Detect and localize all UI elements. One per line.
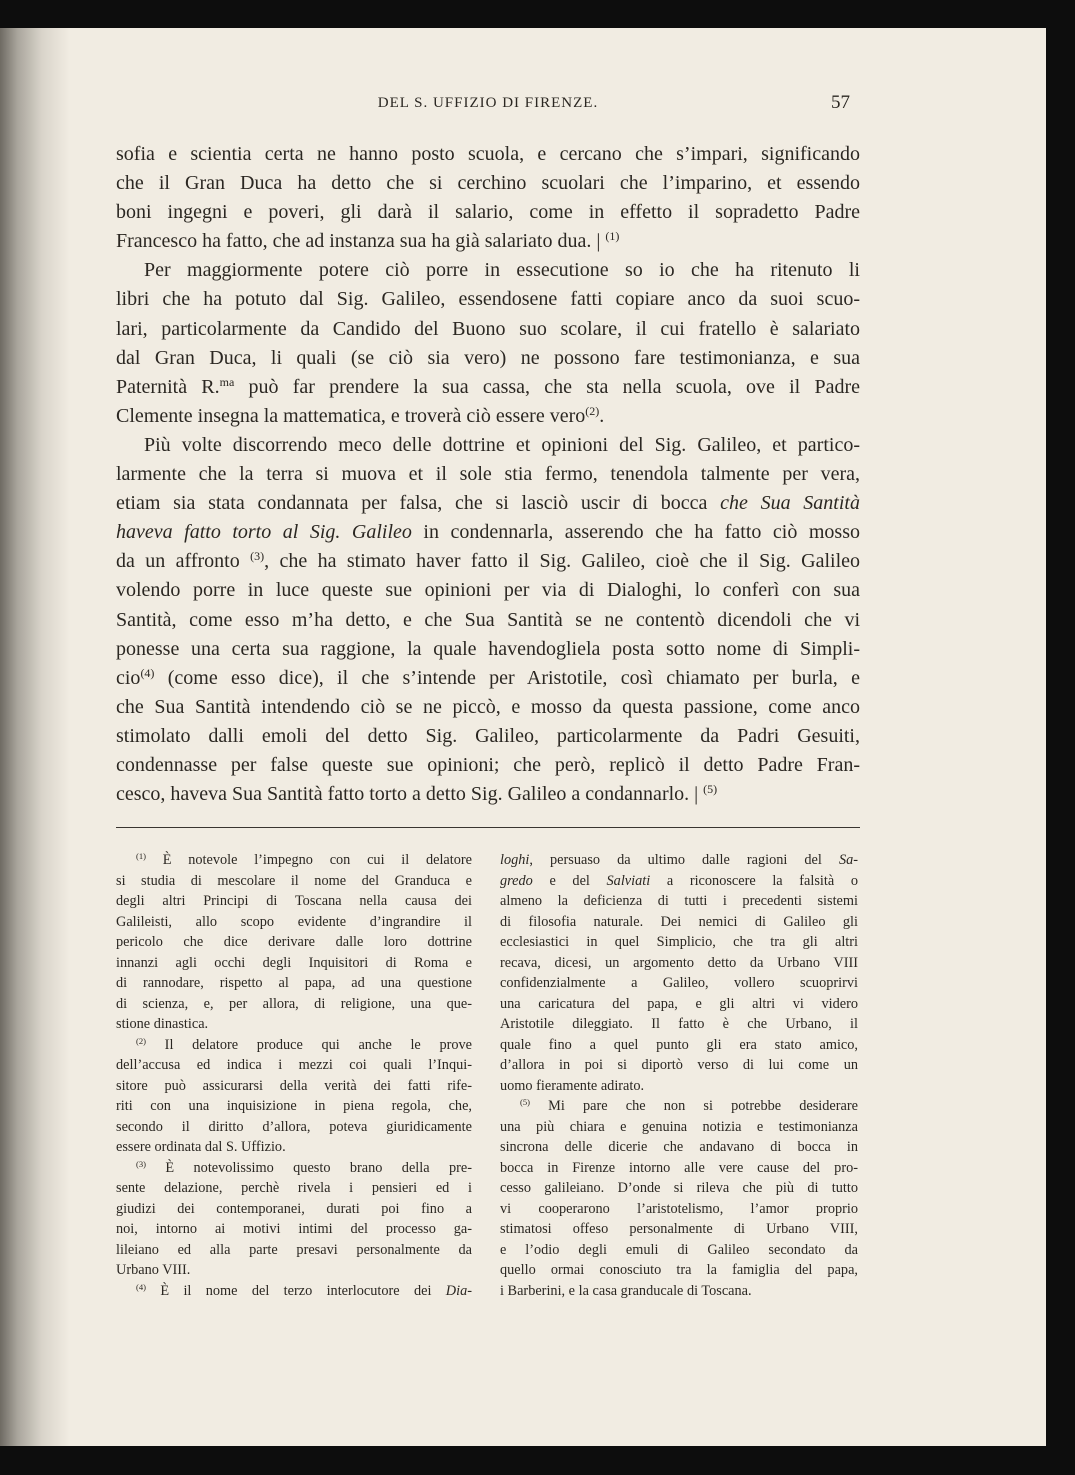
- text-run: che Sua Santità intendendo ciò se ne piccò, e mosso da questa passione, come anco: [116, 695, 860, 718]
- text-line: [500, 973, 858, 994]
- text-run: essere ordinata dal S. Uffizio.: [116, 1139, 286, 1155]
- text-line: [116, 751, 860, 780]
- text-run: È notevole l’impegno con cui il delatore: [146, 852, 472, 868]
- footnote-marker: (4): [140, 665, 155, 680]
- italic-text: haveva fatto torto al Sig. Galileo: [116, 521, 412, 544]
- text-line: [116, 431, 860, 460]
- text-line: [500, 1281, 858, 1302]
- text-line: [116, 664, 860, 693]
- text-run: Clemente insegna la mattematica, e troverà ciò essere vero: [116, 404, 586, 427]
- text-run: che il Gran Duca ha detto che si cerchino scuolari che l’imparino, et essendo: [116, 172, 860, 195]
- footnote-marker: (5): [703, 781, 718, 796]
- text-run: e del: [532, 872, 607, 889]
- text-run: i Barberini, e la casa granducale di Toscana.: [500, 1282, 752, 1299]
- text-run: stimatosi offeso personalmente di Urbano VIII,: [500, 1221, 858, 1237]
- text-line: [116, 1014, 472, 1035]
- text-run: riti con una inquisizione in piena regola, che,: [116, 1098, 472, 1114]
- text-line: [116, 606, 860, 635]
- text-run: degli altri Principi di Toscana nella causa dei: [116, 893, 472, 909]
- text-run: noi, intorno ai motivi intimi del processo ga-: [116, 1221, 472, 1237]
- text-run: pericolo che dice derivare dalle loro dottrine: [116, 934, 472, 950]
- text-line: [116, 489, 860, 518]
- text-run: lari, particolarmente da Candido del Buono suo scolare, il cui fratello è salariato: [116, 317, 860, 340]
- text-run: si studia di mescolare il nome del Granduca e: [116, 872, 472, 889]
- text-line: [116, 1281, 472, 1302]
- text-line: [116, 547, 860, 576]
- text-run: giudizi dei contemporanei, durati poi fino a: [116, 1200, 472, 1217]
- text-run: Aristotile dileggiato. Il fatto è che Urbano, il: [500, 1016, 858, 1032]
- text-line: [116, 402, 860, 431]
- text-line: [116, 994, 472, 1015]
- page-header: [116, 92, 860, 119]
- footnote-marker: (2): [585, 403, 600, 418]
- text-run: cesso galileiano. D’onde si rileva che più di tutto: [500, 1180, 858, 1196]
- text-run: Francesco ha fatto, che ad instanza sua ha già salariato dua. |: [116, 230, 606, 253]
- text-run: vi cooperarono l’aristotelismo, l’amor proprio: [500, 1200, 858, 1217]
- text-line: [116, 1260, 472, 1281]
- text-run: larmente che la terra si muova et il sole stia fermo, tenendola talmente per vera,: [116, 463, 860, 486]
- text-line: [116, 373, 860, 402]
- text-line: [116, 635, 860, 664]
- text-run: e l’odio degli emuli di Galileo secondato da: [500, 1241, 858, 1258]
- text-line: [500, 953, 858, 974]
- text-run: confidenzialmente a Galileo, vollero scuoprirvi: [500, 975, 858, 991]
- text-line: [500, 891, 858, 912]
- text-run: libri che ha potuto dal Sig. Galileo, essendosene fatti copiare anco da suoi scuo-: [116, 288, 860, 311]
- text-run: (come esso dice), il che s’intende per Aristotile, così chiamato per burla, e: [154, 666, 860, 689]
- text-line: [116, 285, 860, 314]
- text-line: [500, 850, 858, 871]
- text-line: [116, 850, 472, 871]
- text-line: [116, 1199, 472, 1220]
- text-run: almeno la deficienza di tutti i precedenti sistemi: [500, 893, 858, 909]
- text-run: etiam sia stata condannata per falsa, che si lasciò uscir di bocca: [116, 492, 721, 515]
- text-run: Per maggiormente potere ciò porre in essecutione so io che ha ritenuto li: [144, 259, 860, 282]
- text-line: [116, 1117, 472, 1138]
- text-run: una più chiara e genuina notizia e testimonianza: [500, 1118, 858, 1135]
- text-line: [116, 891, 472, 912]
- text-line: [500, 1076, 858, 1097]
- footnote-marker: (4): [136, 1281, 147, 1292]
- text-line: [116, 973, 472, 994]
- italic-text: Dia-: [445, 1282, 472, 1299]
- footnote-marker: (5): [520, 1096, 531, 1107]
- text-line: [116, 140, 860, 169]
- text-line: [500, 1219, 858, 1240]
- running-title: DEL S. UFFIZIO DI FIRENZE.: [377, 95, 599, 111]
- text-run: Il delatore produce qui anche le prove: [146, 1036, 472, 1053]
- text-line: [116, 1219, 472, 1240]
- text-run: d’allora in poi si diportò verso di lui come un: [500, 1057, 858, 1073]
- footnotes-right-column: [500, 850, 858, 1301]
- text-run: in condennarla, asserendo che ha fatto ciò mosso: [411, 521, 860, 544]
- text-run: boni ingegni e poveri, gli darà il salario, come in effetto il sopradetto Padre: [116, 201, 860, 224]
- text-line: [500, 994, 858, 1015]
- footnote-marker: (1): [605, 229, 620, 244]
- text-line: [500, 1137, 858, 1158]
- text-run: Più volte discorrendo meco delle dottrine et opinioni del Sig. Galileo, et partico-: [144, 433, 860, 456]
- text-line: [116, 256, 860, 285]
- text-run: una caricatura del papa, e gli altri vi videro: [500, 995, 858, 1012]
- text-run: sente delazione, perchè rivela i pensieri ed i: [116, 1180, 472, 1196]
- text-line: [116, 953, 472, 974]
- text-line: [500, 871, 858, 892]
- text-line: [500, 1178, 858, 1199]
- text-line: [116, 1035, 472, 1056]
- main-text: [116, 140, 860, 809]
- text-line: [116, 1096, 472, 1117]
- text-line: [116, 1055, 472, 1076]
- text-run: È il nome del terzo interlocutore dei: [146, 1282, 446, 1299]
- text-run: ponesse una certa sua raggione, la quale havendogliela posta sotto nome di Simpli-: [116, 637, 860, 660]
- text-run: sitore può assicurarsi della verità dei fatti rife-: [116, 1077, 472, 1094]
- text-line: [116, 932, 472, 953]
- text-line: [500, 1199, 858, 1220]
- text-run: secondo il diritto d’allora, poteva giuridicamente: [116, 1118, 472, 1135]
- text-line: [116, 227, 860, 256]
- text-run: Paternità R.: [116, 375, 220, 398]
- footnotes-left-column: [116, 850, 472, 1301]
- text-run: .: [599, 404, 605, 427]
- text-line: [116, 1076, 472, 1097]
- italic-text: loghi: [500, 852, 530, 868]
- text-run: innanzi agli occhi degli Inquisitori di Roma e: [116, 954, 472, 971]
- text-run: uomo fieramente adirato.: [500, 1077, 645, 1094]
- text-run: sincrona delle dicerie che andavano di bocca in: [500, 1139, 858, 1155]
- text-line: [500, 1240, 858, 1261]
- text-line: [116, 1158, 472, 1179]
- footnote-marker: (3): [250, 549, 265, 564]
- text-line: [116, 460, 860, 489]
- text-line: [500, 1055, 858, 1076]
- text-run: da un affronto: [116, 550, 251, 573]
- text-line: [116, 518, 860, 547]
- text-run: , che ha stimato haver fatto il Sig. Galileo, cioè che il Sig. Galileo: [264, 550, 860, 573]
- page-number: 57: [831, 92, 850, 113]
- text-line: [500, 1117, 858, 1138]
- text-run: di scienza, e, per allora, di religione, una que-: [116, 995, 472, 1012]
- text-run: stimolato dalli emoli del detto Sig. Galileo, particolarmente da Padri Gesuiti,: [116, 724, 860, 747]
- text-run: quale fino a quel punto gli era stato amico,: [500, 1036, 858, 1053]
- footnote-marker: (2): [136, 1035, 147, 1046]
- text-line: [500, 1096, 858, 1117]
- text-run: dell’accusa ed indica i mezzi coi quali l’Inqui-: [116, 1057, 472, 1073]
- text-line: [116, 1178, 472, 1199]
- text-line: [116, 169, 860, 198]
- text-run: di rannodare, rispetto al papa, ad una questione: [116, 975, 472, 991]
- footnote-marker: (1): [136, 850, 147, 861]
- page-gutter-shadow: [0, 28, 70, 1446]
- text-run: a riconoscere la falsità o: [650, 872, 858, 889]
- text-run: cio: [116, 666, 141, 689]
- text-run: È notevolissimo questo brano della pre-: [146, 1159, 472, 1176]
- footnote-rule: [116, 827, 860, 828]
- text-line: [116, 722, 860, 751]
- text-line: [116, 1137, 472, 1158]
- italic-text: che Sua Santità: [720, 492, 860, 515]
- italic-text: gredo: [500, 872, 533, 889]
- text-line: [116, 693, 860, 722]
- text-run: dal Gran Duca, li quali (se ciò sia vero) ne possono fare testimonianza, e sua: [116, 346, 860, 369]
- text-line: [116, 780, 860, 809]
- text-line: [116, 344, 860, 373]
- text-run: , persuaso da ultimo dalle ragioni del: [529, 852, 839, 868]
- text-run: cesco, haveva Sua Santità fatto torto a detto Sig. Galileo a condannarlo. |: [116, 783, 704, 806]
- text-run: condennasse per false queste sue opinioni; che però, replicò il detto Padre Fran-: [116, 753, 860, 776]
- italic-text: Sa-: [838, 852, 858, 868]
- text-run: Galileisti, allo scopo evidente d’ingrandire il: [116, 913, 472, 930]
- text-line: [116, 871, 472, 892]
- italic-text: Salviati: [606, 872, 651, 889]
- text-run: di filosofia naturale. Dei nemici di Galileo gli: [500, 913, 858, 930]
- text-line: [500, 912, 858, 933]
- text-run: può far prendere la sua cassa, che sta nella scuola, ove il Padre: [234, 375, 860, 398]
- text-line: [500, 1260, 858, 1281]
- text-run: Santità, come esso m’ha detto, e che Sua Santità se ne contentò dicendoli che vi: [116, 608, 860, 631]
- text-line: [116, 912, 472, 933]
- text-run: quello ormai conosciuto tra la famiglia del papa,: [500, 1262, 858, 1278]
- text-line: [116, 198, 860, 227]
- text-run: Mi pare che non si potrebbe desiderare: [530, 1098, 858, 1114]
- text-run: sofia e scientia certa ne hanno posto scuola, e cercano che s’impari, significando: [116, 143, 860, 165]
- footnote-marker: ma: [219, 374, 235, 389]
- footnote-marker: (3): [136, 1158, 147, 1169]
- text-run: lileiano ed alla parte presavi personalmente da: [116, 1241, 472, 1258]
- text-line: [116, 315, 860, 344]
- text-line: [500, 1014, 858, 1035]
- text-line: [500, 1035, 858, 1056]
- text-run: ecclesiastici in quel Simplicio, che tra gli altri: [500, 934, 858, 950]
- text-run: stione dinastica.: [116, 1016, 209, 1032]
- text-line: [500, 1158, 858, 1179]
- text-run: bocca in Firenze intorno alle vere cause del pro-: [500, 1159, 858, 1176]
- text-run: Urbano VIII.: [116, 1262, 191, 1278]
- text-line: [116, 576, 860, 605]
- text-run: recava, dicesi, un argomento detto da Urbano VIII: [500, 954, 858, 971]
- text-line: [500, 932, 858, 953]
- text-line: [116, 1240, 472, 1261]
- text-run: volendo porre in luce queste sue opinioni per via di Dialoghi, lo conferì con sua: [116, 579, 860, 602]
